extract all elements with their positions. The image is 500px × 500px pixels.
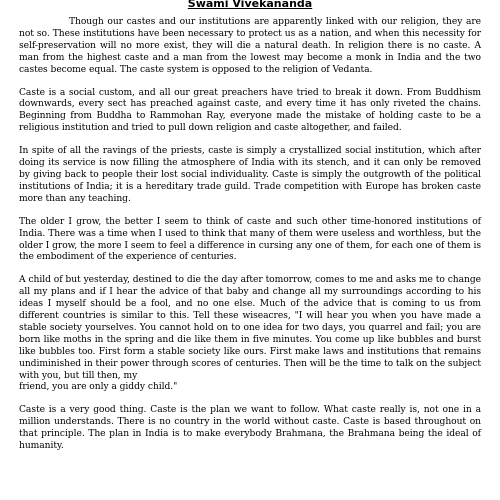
paragraph-3: In spite of all the ravings of the priests, caste is simply a crystallized social institution, which after doing its service is now filling the atmosphere of India with its stench, and it can only be removed by giving back to people their lost social individuality. Caste is simply the outgrowth of the political institutions of India; it is a hereditary trade guild. Trade competition with Europe has broken caste more than any teaching. bbox=[19, 146, 481, 204]
paragraph-1: Though our castes and our institutions are apparently linked with our religion, they are not so. These institutions have been necessary to protect us as a nation, and when this necessity for self-preservation will no more exist, they will die a natural death. In religion there is no caste. A man from the highest caste and a man from the lowest may become a monk in India and the two castes become equal. The caste system is opposed to the religion of Vedanta. bbox=[19, 17, 481, 75]
paragraph-6: Caste is a very good thing. Caste is the plan we want to follow. What caste really is, not one in a million understands. There is no country in the world without caste. Caste is based throughout on that principle. The plan in India is to make everybody Brahmana, the Brahmana being the ideal of humanity. bbox=[19, 405, 481, 452]
paragraph-2: Caste is a social custom, and all our great preachers have tried to break it down. From Buddhism downwards, every sect has preached against caste, and every time it has only riveted the chains. Beginning from Buddha to Rammohan Ray, everyone made the mistake of holding caste to be a religious institution and tried to pull down religion and caste altogether, and failed. bbox=[19, 87, 481, 134]
document-title: Swami Vivekananda bbox=[187, 0, 313, 10]
paragraph-5: A child of but yesterday, destined to die the day after tomorrow, comes to me and asks me to change all my plans and if I hear the advice of that baby and change all my surroundings according to his ideas I myself should be a fool, and no one else. Much of the advice that is coming to us from different countries is similar to this. Tell these wiseacres, "I will hear you when you have made a stable society yourselves. You cannot hold on to one idea for two days, you quarrel and fail; you are born like moths in the spring and die like them in five minutes. You come up like bubbles and burst like bubbles too. First form a stable society like ours. First make laws and institutions that remains undiminished in their power through scores of centuries. Then will be the time to talk on the subject with you, but till then, my friend, you are only a giddy child." bbox=[19, 275, 481, 393]
paragraph-4: The older I grow, the better I seem to think of caste and such other time-honored institutions of India. There was a time when I used to think that many of them were useless and worthless, but the older I grow, the more I seem to feel a difference in cursing any one of them, for each one of them is the embodiment of the experience of centuries. bbox=[19, 216, 481, 263]
